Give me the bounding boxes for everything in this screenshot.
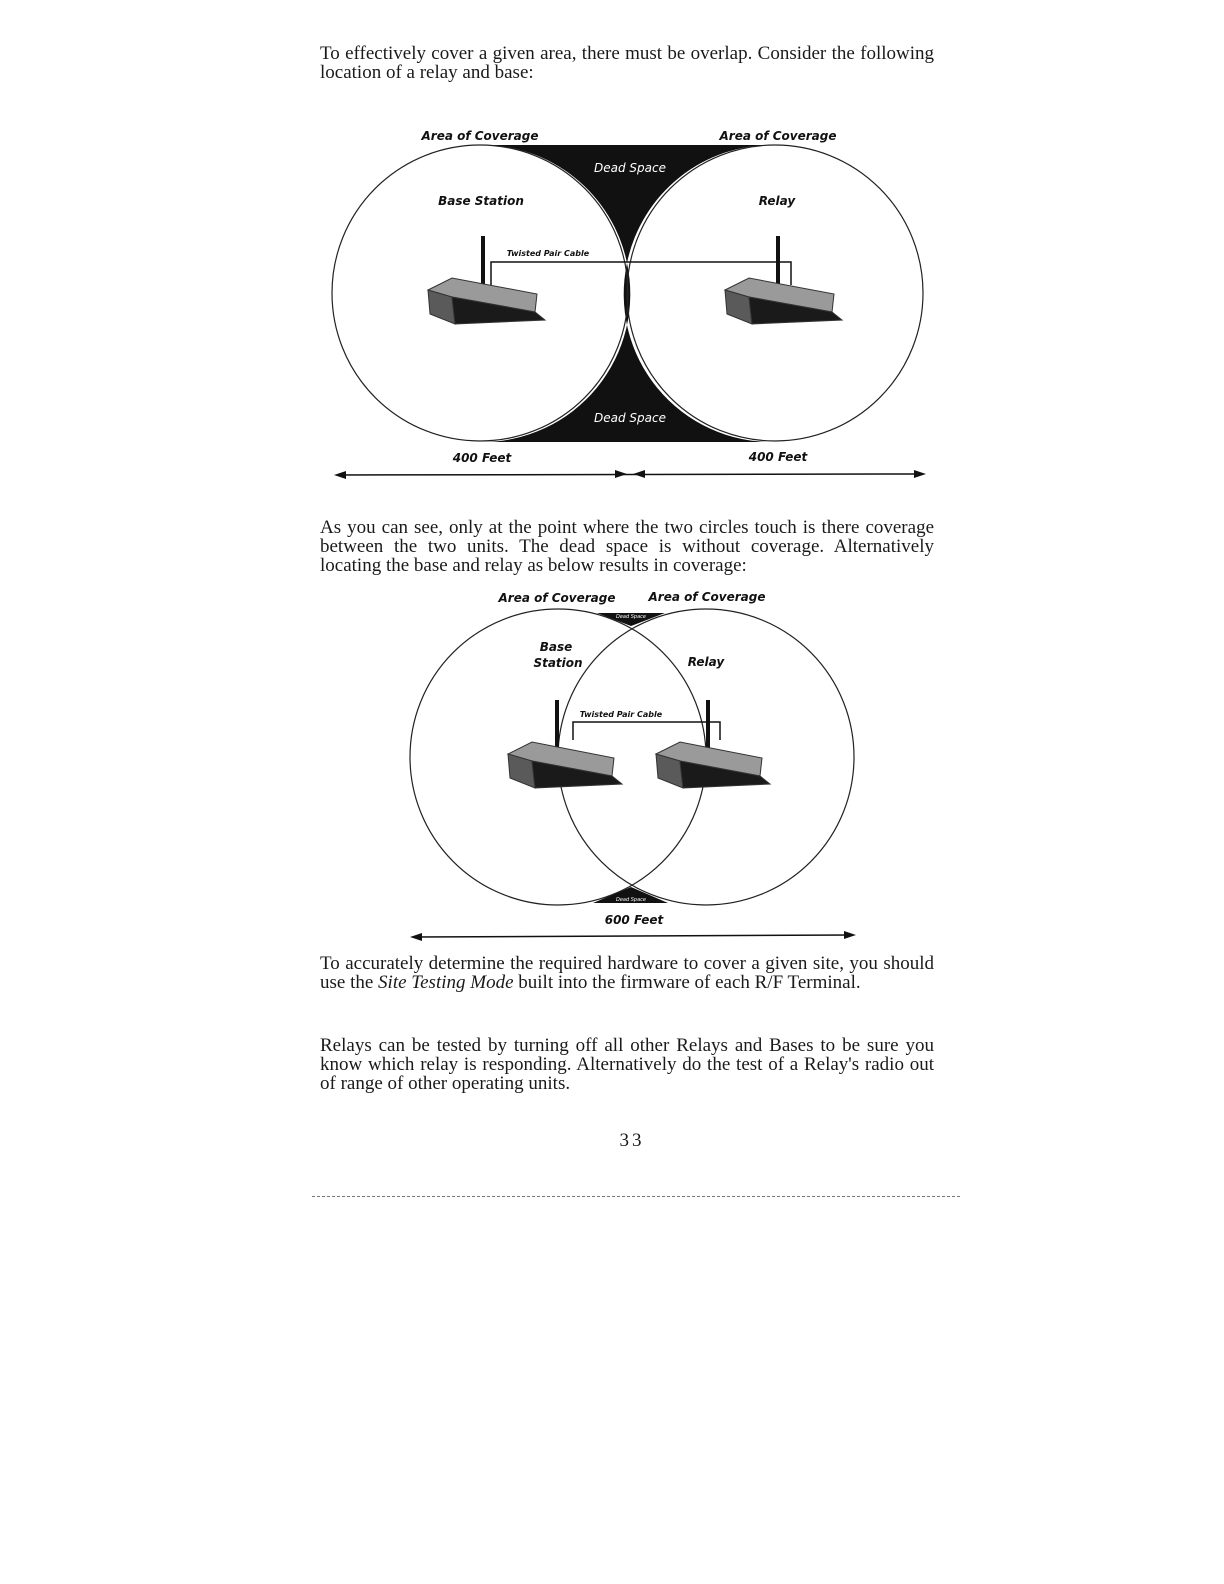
- relay-unit-2: [656, 700, 770, 788]
- right-distance-label: 400 Feet: [748, 450, 808, 464]
- distance-arrow: [334, 470, 926, 479]
- site-testing-paragraph: To accurately determine the required hardware to cover a given site, you should use the Site Testing Mode built into the firmware of each R/F Terminal.: [320, 953, 934, 993]
- site-testing-mode-emphasis: Site Testing Mode: [378, 972, 514, 993]
- footer-rule: [312, 1196, 960, 1197]
- touching-coverage-diagram: [0, 0, 1224, 500]
- left-coverage-label-2: Area of Coverage: [498, 591, 616, 605]
- right-coverage-label-2: Area of Coverage: [648, 590, 766, 604]
- relay-label-2: Relay: [687, 655, 725, 669]
- relay-antenna: [776, 236, 780, 286]
- relay-antenna-2: [706, 700, 710, 750]
- intro-paragraph: To effectively cover a given area, there must be overlap. Consider the following location of a relay and base:: [320, 43, 934, 83]
- right-coverage-label: Area of Coverage: [719, 129, 837, 143]
- relay-testing-paragraph: Relays can be tested by turning off all other Relays and Bases to be sure you know which relay is responding. Alternatively do the test of a Relay's radio out of range of other operating units.: [320, 1035, 934, 1094]
- base-antenna-2: [555, 700, 559, 750]
- top-dead-space-label: Dead Space: [594, 161, 666, 175]
- base-label-line1: Base: [539, 640, 573, 654]
- overlapping-coverage-diagram: [0, 580, 1224, 960]
- cable-label: Twisted Pair Cable: [506, 249, 590, 258]
- relay-label: Relay: [758, 194, 796, 208]
- touch-explanation-paragraph: As you can see, only at the point where the two circles touch is there coverage between the two units. The dead space is without coverage. Alternatively locating the base and relay as below results in coverage:: [320, 517, 934, 576]
- bottom-dead-space-label-2: Dead Space: [616, 897, 646, 903]
- distance-arrow-2: [410, 931, 856, 941]
- left-coverage-label: Area of Coverage: [421, 129, 539, 143]
- twisted-pair-cable-2: [573, 722, 720, 740]
- distance-label-2: 600 Feet: [604, 913, 664, 927]
- base-antenna: [481, 236, 485, 286]
- bottom-dead-space-label: Dead Space: [594, 411, 666, 425]
- base-label-line2: Station: [533, 656, 583, 670]
- base-station-label: Base Station: [438, 194, 524, 208]
- page-number: 33: [619, 1130, 645, 1151]
- left-distance-label: 400 Feet: [452, 451, 512, 465]
- cable-label-2: Twisted Pair Cable: [579, 710, 663, 719]
- relay-unit: [725, 236, 842, 324]
- top-dead-space-label-2: Dead Space: [616, 614, 646, 620]
